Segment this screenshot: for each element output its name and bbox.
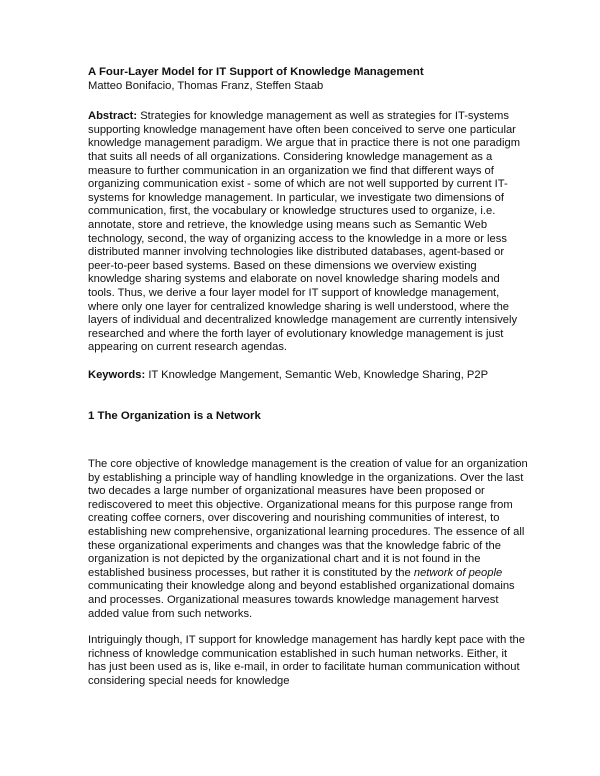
abstract-paragraph	[88, 110, 528, 355]
body-paragraph-2: Intriguingly though, IT support for knowledge management has hardly kept pace with the richness of knowledge communication established in such human networks. Either, it has just been used as is, like e-mail, in order to facilitate human communication without considering special needs for knowledge	[88, 634, 525, 687]
paper-authors: Matteo Bonifacio, Thomas Franz, Steffen Staab	[88, 79, 324, 92]
paper-title: A Four-Layer Model for IT Support of Knowledge Management	[88, 66, 424, 78]
keywords-line	[88, 369, 528, 383]
body-paragraph-1-emphasis: network of people	[413, 566, 503, 579]
body-paragraph-1-start: The core objective of knowledge management is the creation of value for an organization by establishing a principle way of handling knowledge in the organizations. Over the last two decades a large number of organizational measures have been proposed or rediscovered to meet this objective. Organizational means for this purpose range from creating coffee corners, over discovering and nourishing communities of interest, to establishing new comprehensive, organizational learning procedures. The essence of all these organizational experiments and changes was that the knowledge fabric of the organization is not depicted by the organizational chart and it is not found in the established business processes, but rather it is constituted by the	[88, 458, 528, 579]
paper-page	[88, 66, 528, 702]
keywords-label: Keywords:	[88, 368, 146, 381]
body-paragraph-1-end: communicating their knowledge along and beyond established organizational domains and processes. Organizational measures towards knowledge management harvest added value from such networks.	[88, 580, 515, 620]
abstract-label: Abstract:	[88, 110, 138, 123]
abstract-text: Strategies for knowledge management as well as strategies for IT-systems supporting knowledge management have often been conceived to serve one particular knowledge management paradigm. We argue that in practice there is not one paradigm that suits all needs of all organizations. Considering knowledge management as a measure to further communication in an organization we find that different ways of organizing communication exist - some of which are not well supported by current IT-systems for knowledge management. In particular, we investigate two dimensions of communication, first, the vocabulary or knowledge structures used to organize, i.e. annotate, store and retrieve, the knowledge using means such as Semantic Web technology, second, the way of organizing access to the knowledge in a more or less distributed manner involving technologies like distributed databases, agent-based or peer-to-peer based systems. Based on these dimensions we overview existing knowledge sharing systems and elaborate on novel knowledge sharing models and tools. Thus, we derive a four layer model for IT support of knowledge management, where only one layer for centralized knowledge sharing is well understood, where the layers of individual and decentralized knowledge management are currently intensively researched and where the forth layer of evolutionary knowledge management is just appearing on current research agendas.	[88, 110, 521, 354]
section-heading: 1 The Organization is a Network	[88, 410, 261, 423]
body-paragraph-1	[88, 458, 528, 621]
keywords-text: IT Knowledge Mangement, Semantic Web, Knowledge Sharing, P2P	[148, 368, 489, 381]
